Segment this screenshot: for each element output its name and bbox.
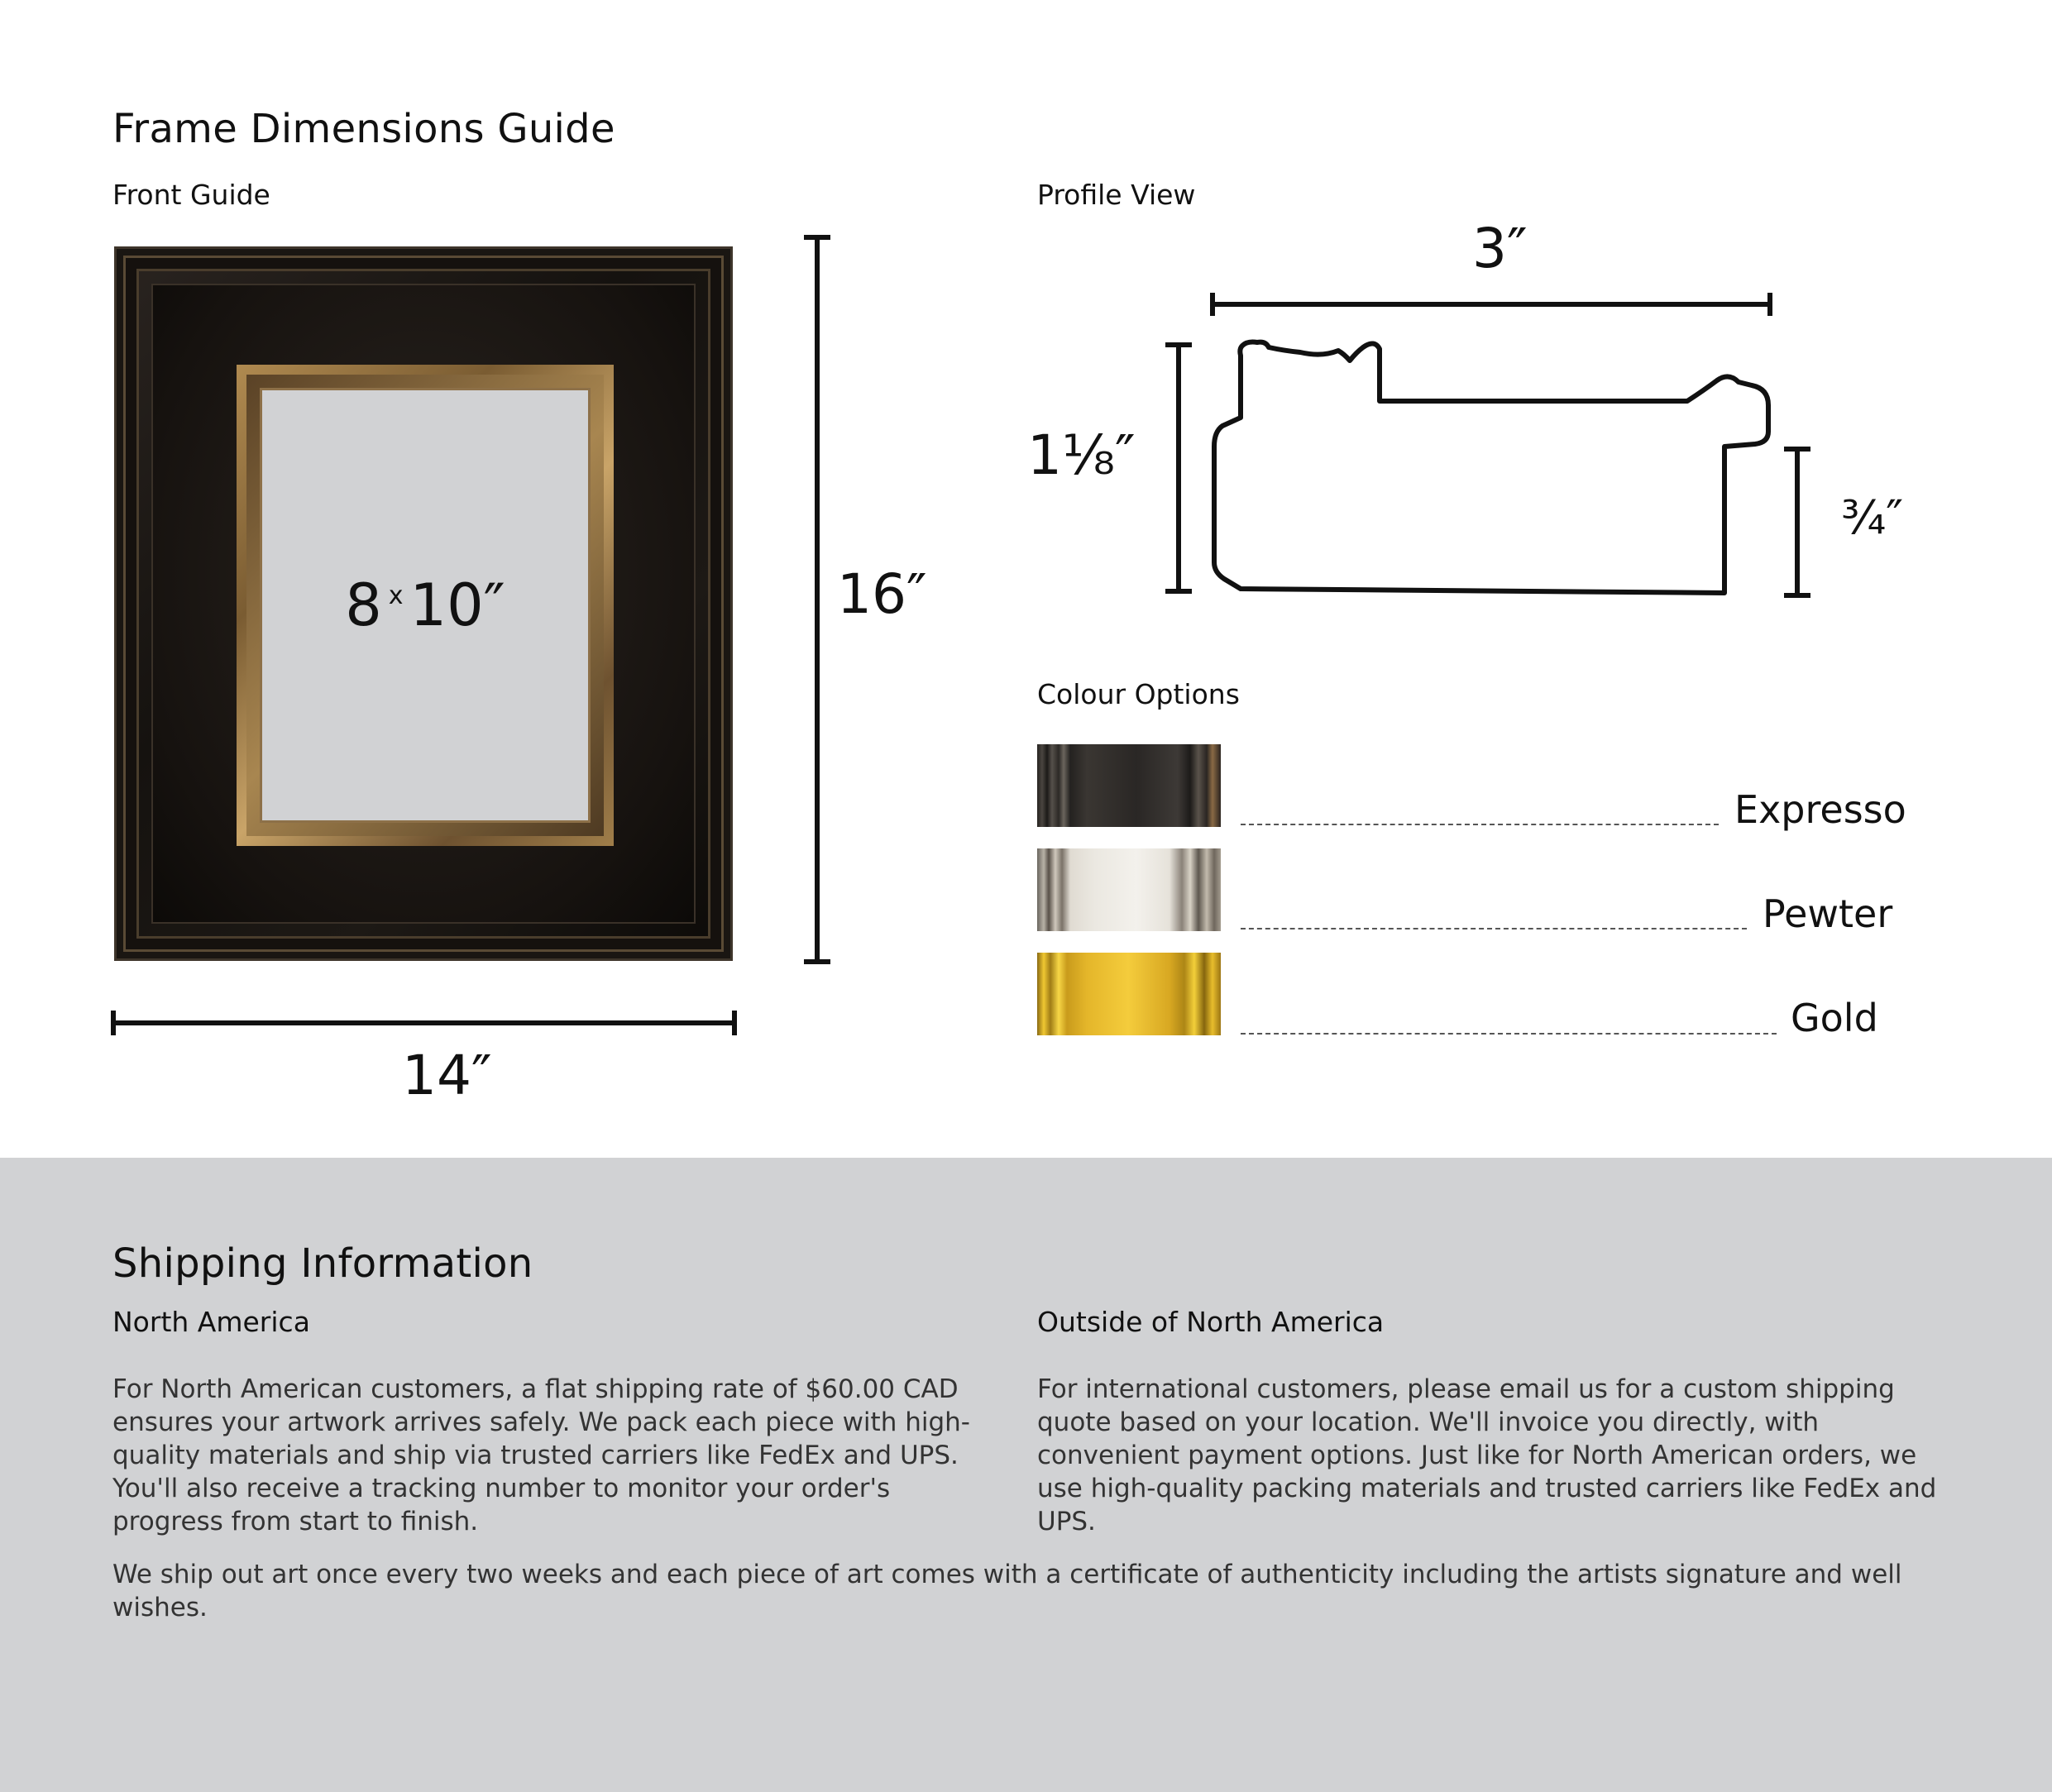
profile-height-label: 1⅛″ (1027, 423, 1136, 487)
opening-width: 8 (345, 571, 382, 639)
leader-line-gold (1241, 1033, 1777, 1035)
opening-height: 10″ (409, 571, 505, 639)
front-height-dimension-line (804, 237, 830, 962)
swatch-expresso[interactable] (1037, 744, 1221, 827)
profile-width-dimension-line (1213, 293, 1770, 316)
rabbet-depth-dimension-line (1784, 449, 1810, 595)
front-width-label: 14″ (402, 1044, 492, 1107)
colour-name-pewter[interactable]: Pewter (1763, 891, 1893, 936)
colour-name-gold[interactable]: Gold (1791, 996, 1878, 1040)
leader-line-expresso (1241, 824, 1719, 825)
profile-height-dimension-line (1165, 345, 1192, 591)
north-america-text: For North American customers, a flat shipping rate of $60.00 CAD ensures your artwork arrives safely. We pack each piece with high-quality materials and ship via trusted carriers like FedEx and UPS. You'll also receive a tracking number to monitor your order's progress from start to finish. (112, 1374, 970, 1536)
front-guide-heading: Front Guide (112, 179, 270, 211)
north-america-heading: North America (112, 1306, 310, 1338)
profile-width-label: 3″ (1472, 217, 1528, 280)
leader-line-pewter (1241, 928, 1747, 929)
colour-options-heading: Colour Options (1037, 678, 1240, 710)
shipping-title: Shipping Information (112, 1240, 533, 1287)
profile-view-heading: Profile View (1037, 179, 1196, 211)
page-title: Frame Dimensions Guide (112, 106, 615, 152)
swatch-pewter[interactable] (1037, 848, 1221, 931)
shipping-note: We ship out art once every two weeks and each piece of art comes with a certificate of authenticity including the artists signature and well wishes. (112, 1560, 1902, 1622)
outside-north-america-heading: Outside of North America (1037, 1306, 1385, 1338)
opening-times: x (388, 581, 404, 610)
colour-name-expresso[interactable]: Expresso (1734, 787, 1906, 832)
profile-outline (1214, 342, 1768, 594)
outside-north-america-text: For international customers, please email us for a custom shipping quote based on your location. We'll invoice you directly, with convenient payment options. Just like for North American orders, we use high-quality packing materials and trusted carriers like FedEx and UPS. (1037, 1374, 1937, 1536)
front-height-label: 16″ (837, 562, 927, 626)
rabbet-depth-label: ¾″ (1841, 491, 1904, 545)
swatch-gold[interactable] (1037, 953, 1221, 1035)
front-width-dimension-line (113, 1011, 734, 1035)
